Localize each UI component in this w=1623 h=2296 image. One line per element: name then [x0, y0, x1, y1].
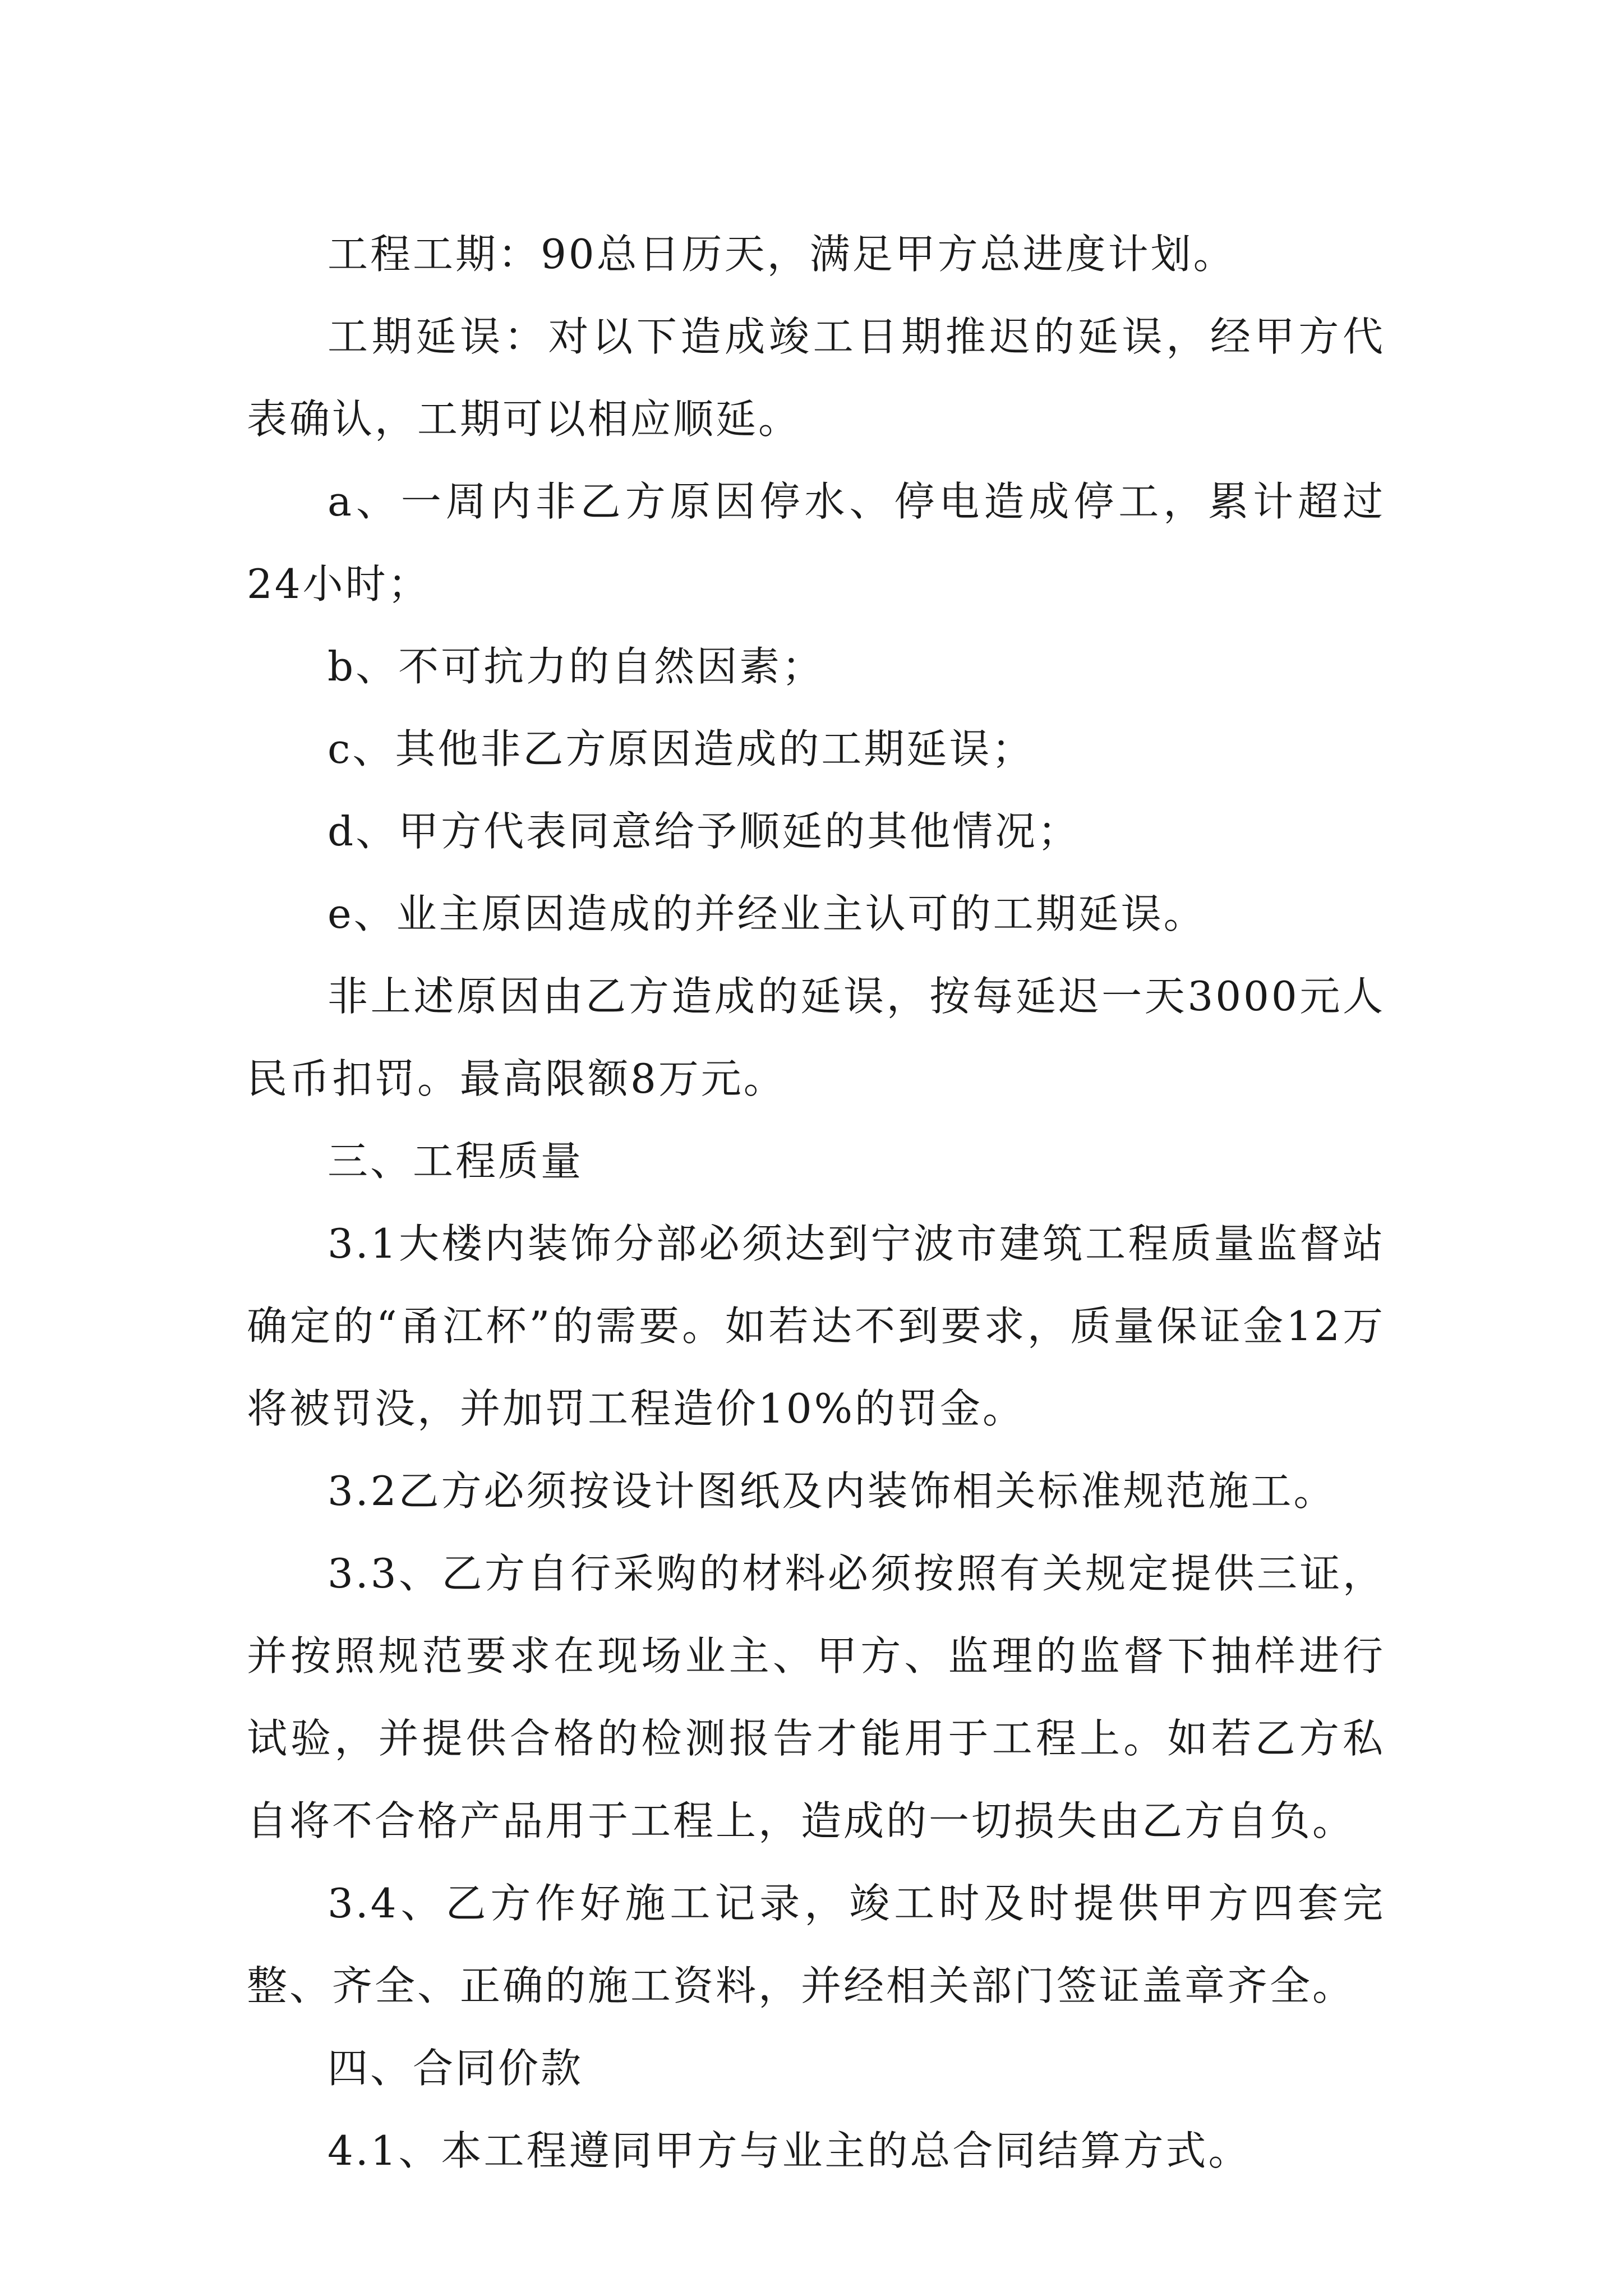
- paragraph-duration: 工程工期：90总日历天，满足甲方总进度计划。: [328, 231, 1236, 278]
- document-body: [247, 213, 1385, 2192]
- paragraph-quality-3-3: 3.3、乙方自行采购的材料必须按照有关规定提供三证，并按照规范要求在现场业主、甲方、监理的监督下抽样进行试验，并提供合格的检测报告才能用于工程上。如若乙方私自将不合格产品用于工程上，造成的一切损失由乙方自负。: [247, 1550, 1385, 1844]
- section-heading-price: 四、合同价款: [328, 2045, 584, 2092]
- paragraph-quality-3-2: 3.2乙方必须按设计图纸及内装饰相关标准规范施工。: [328, 1467, 1336, 1515]
- paragraph-penalty: 非上述原因由乙方造成的延误，按每延迟一天3000元人民币扣罚。最高限额8万元。: [247, 973, 1385, 1102]
- paragraph-price-4-1: 4.1、本工程遵同甲方与业主的总合同结算方式。: [328, 2127, 1251, 2174]
- paragraph-delay-item-d: d、甲方代表同意给予顺延的其他情况；: [328, 808, 1081, 855]
- paragraph-delay-item-a: a、一周内非乙方原因停水、停电造成停工，累计超过24小时；: [247, 478, 1385, 608]
- paragraph-delay-item-c: c、其他非乙方原因造成的工期延误；: [328, 725, 1035, 772]
- section-heading-quality: 三、工程质量: [328, 1138, 584, 1185]
- paragraph-delay-item-e: e、业主原因造成的并经业主认可的工期延误。: [328, 890, 1206, 937]
- paragraph-quality-3-1: 3.1大楼内装饰分部必须达到宁波市建筑工程质量监督站确定的“甬江杯”的需要。如若达不到要求，质量保证金12万将被罚没，并加罚工程造价10%的罚金。: [247, 1220, 1385, 1432]
- paragraph-delay: 工期延误：对以下造成竣工日期推迟的延误，经甲方代表确认，工期可以相应顺延。: [247, 313, 1385, 443]
- paragraph-quality-3-4: 3.4、乙方作好施工记录，竣工时及时提供甲方四套完整、齐全、正确的施工资料，并经相关部门签证盖章齐全。: [247, 1880, 1385, 2009]
- paragraph-delay-item-b: b、不可抗力的自然因素；: [328, 643, 825, 690]
